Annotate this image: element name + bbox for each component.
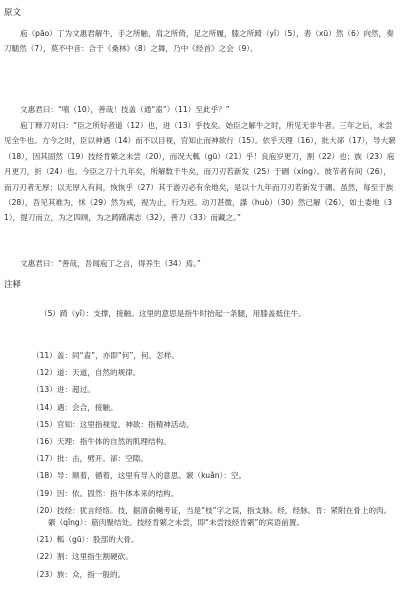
list-item: （21）軱（gū）：股部的大骨。 [32,535,139,545]
section-heading-original: 原文 [4,8,22,18]
paragraph-4: 文惠君曰：“善哉，吾闻庖丁之言，得养生（34）焉。” [20,259,201,268]
list-item: （12）道：天道，自然的规律。 [32,368,141,378]
list-item: （15）官知：这里指视觉。神欲：指精神活动。 [32,419,194,429]
list-item: （23）族：众，指一般的。 [32,569,126,579]
paragraph-1: 庖（pāo）丁为文惠君解牛，手之所触，肩之所倚，足之所履，膝之所踦（yǐ）（5），砉（xū）然（6）向然，奏刀騞然（7），莫不中音：合于《桑林》（8）之舞，乃中《经首》之会（9）。 [4,29,394,54]
section-heading-notes: 注释 [4,280,22,290]
list-item: （14）遇：会合，接触。 [32,402,118,412]
list-item: （17）批：击，劈开。郤：空隙。 [32,454,148,464]
list-item: （13）进：超过。 [32,385,95,395]
list-item: （20）技经：犹言经络。技，据清俞樾考证，当是“枝”字之误，指支脉。经，经脉。肯：紧附在骨上的肉。綮（qǐng）：筋肉聚结处。技经肯綮之未尝，即“未尝技经肯綮”的宾语前置。 [32,505,392,528]
list-item: （19）因：依。固然：指牛体本来的结构。 [32,488,179,498]
paragraph-2: 文惠君曰：“嘻（10），善哉！技盖（通“盍”）（11）至此乎？” [20,105,230,114]
notes-list [4,350,396,586]
list-item: （22）割：这里指生割硬砍。 [32,552,133,562]
list-item: （11）盖：同“盍”，亦即“何”，何、怎样。 [32,351,179,360]
note-5: （5）踦（yǐ）：支撑，接触。这里的意思是指牛时抬起一条腿，用膝盖抵住牛。 [40,309,306,318]
list-item: （18）导：顺着，循着，这里有导入的意思。窾（kuǎn）：空。 [32,471,247,481]
list-item: （16）天理：指牛体的自然的肌理结构。 [32,437,171,447]
paragraph-3: 庖丁释刀对曰：“臣之所好者道（12）也，进（13）乎技矣。始臣之解牛之时，所见无非牛者。三年之后，未尝见全牛也。方今之时，臣以神遇（14）而不以目视，官知止而神欲行（15）。依乎天理（16），批大郤（17），导大窾（18），因其固然（19）技经肯綮之未尝（20），而况大軱（gū）（21）乎！良庖岁更刀，割（22）也；族（23）庖月更刀，折（24）也。今臣之刀十九年矣，所解数千牛矣，而刀刃若新发（25）于硎（xíng）。彼节者有间（26），而刀刃者无厚；以无厚入有间，恢恢乎（27）其于游刃必有余地矣，是以十九年而刀刃若新发于硎。虽然，每至于族（28），吾见其难为，怵（29）然为戒，视为止，行为迟。动刀甚微，謋（huò）（30）然已解（26），如土委地（31），提刀而立，为之四顾，为之踌躇满志（32），善刀（33）而藏之。” [4,121,396,223]
